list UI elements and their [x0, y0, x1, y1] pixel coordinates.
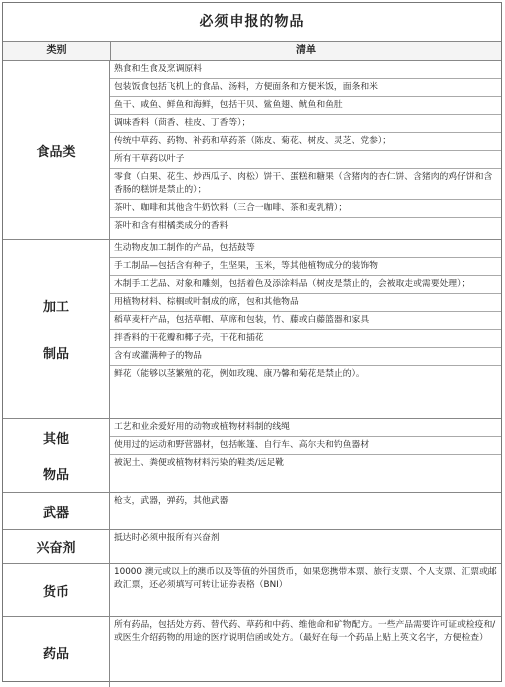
list-item: 使用过的运动和野营器材，包括帐篷、自行车、高尔夫和钓鱼器材 — [110, 437, 501, 455]
list-item: 用植物材料、棕榈或叶制成的席，包和其他物品 — [110, 294, 501, 312]
list-item: 茶叶、咖啡和其他含牛奶饮料（三合一咖啡、茶和麦乳精）； — [110, 200, 501, 218]
category-group — [3, 493, 501, 530]
category-group — [3, 530, 501, 564]
list-item: 茶叶和含有柑橘类成分的香料 — [114, 221, 229, 231]
list-item: 调味香料（茴香、桂皮、丁香等）； — [110, 115, 501, 133]
item-list — [110, 419, 501, 492]
category-label: 制品 — [42, 347, 69, 362]
item-list — [110, 240, 501, 418]
category-cell — [3, 493, 110, 529]
category-label: 其他 — [42, 431, 69, 447]
declaration-table — [2, 2, 502, 682]
table-body — [3, 61, 501, 687]
item-list — [110, 530, 501, 563]
category-group — [3, 61, 501, 240]
category-cell — [3, 419, 110, 492]
category-label: 药品 — [42, 646, 69, 662]
list-item: 10000 澳元或以上的澳币以及等值的外国货币，如果您携带本票、旅行支票、个人支票、汇票或邮政汇票，还必须填写可转让证券表格（BNI） — [114, 567, 497, 590]
list-item: 鲜花（能够以茎繁殖的花，例如玫瑰、康乃馨和菊花是禁止的）。 — [114, 369, 365, 379]
list-item: 枪支，武器，弹药，其他武器 — [114, 496, 229, 506]
category-cell — [3, 617, 110, 687]
item-list — [110, 61, 501, 239]
category-label: 武器 — [42, 505, 69, 521]
header-list: 清单 — [296, 45, 316, 56]
list-item: 被泥土、粪便或植物材料污染的鞋类/远足靴 — [114, 458, 285, 468]
list-item: 木制手工艺品、对象和雕刻，包括着色及添涂料品（树皮是禁止的，会被取走或需要处理）； — [110, 276, 501, 294]
category-label: 物品 — [42, 468, 69, 484]
category-label: 加工 — [42, 300, 69, 315]
list-item: 包装饭食包括飞机上的食品、汤料，方便面条和方便米饭，面条和米 — [110, 79, 501, 97]
header-category: 类别 — [3, 42, 111, 60]
category-group — [3, 419, 501, 493]
table-title: 必须申报的物品 — [3, 3, 501, 42]
category-label: 兴奋剂 — [36, 541, 76, 556]
category-cell — [3, 530, 110, 563]
item-list — [110, 617, 501, 687]
list-item: 拌香料的干花瓣和椰子壳，干花和插花 — [110, 330, 501, 348]
category-cell — [3, 61, 110, 239]
list-item: 稻草麦杆产品，包括草帽、草席和包装，竹、藤或白藤篮器和家具 — [110, 312, 501, 330]
table-header-row — [3, 42, 501, 61]
list-item: 所有药品，包括处方药、替代药、草药和中药、维他命和矿物配方。一些产品需要许可证或检疫和/或医生介绍药物的用途的医疗说明信函或处方。（最好在每一个药品上贴上英文名字，方便检查） — [114, 620, 496, 643]
item-list — [110, 564, 501, 616]
category-group — [3, 240, 501, 419]
category-label: 食品类 — [36, 144, 76, 160]
list-item: 手工制品—包括含有种子，生坚果，玉米，等其他植物成分的装饰物 — [110, 258, 501, 276]
list-item: 生动物皮加工制作的产品，包括鼓等 — [110, 240, 501, 258]
list-item: 含有或灌满种子的物品 — [110, 348, 501, 366]
list-item: 熟食和生食及烹调原料 — [110, 61, 501, 79]
category-cell — [3, 240, 110, 418]
category-group — [3, 617, 501, 687]
list-item: 传统中草药、药物、补药和草药茶（陈皮、菊花、树皮、灵芝、党参）； — [110, 133, 501, 151]
list-item: 所有干草药以叶子 — [110, 151, 501, 169]
category-cell — [3, 564, 110, 616]
category-label: 货币 — [42, 584, 69, 600]
list-item: 抵达时必须申报所有兴奋剂 — [114, 533, 220, 543]
list-item: 零食（白果、花生、炒西瓜子、肉松）饼干、蛋糕和糖果（含猪肉的杏仁饼、含猪肉的鸡仔饼和含香肠的糕饼是禁止的）； — [110, 169, 501, 200]
item-list — [110, 493, 501, 529]
list-item: 鱼干、咸鱼、鲜鱼和海鲜，包括干贝、鲨鱼翅、鱿鱼和鱼肚 — [110, 97, 501, 115]
category-group — [3, 564, 501, 617]
list-item: 工艺和业余爱好用的动物或植物材料制的线绳 — [110, 419, 501, 437]
